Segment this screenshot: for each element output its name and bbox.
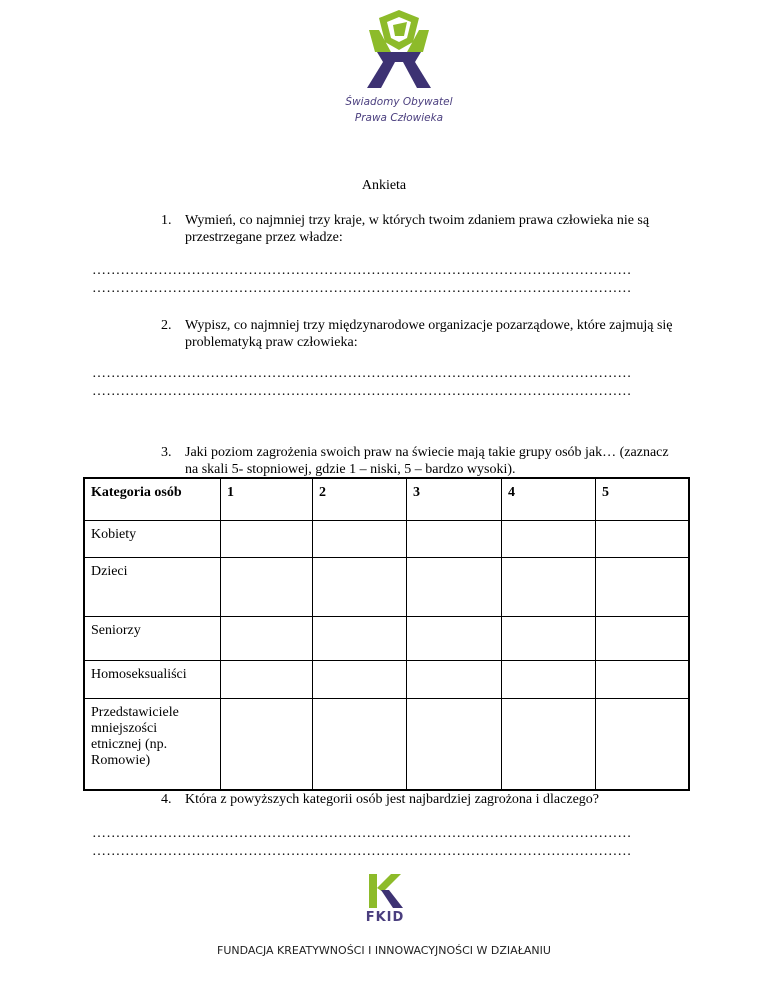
header-cell: 2 [313, 478, 407, 520]
rating-cell[interactable] [221, 698, 313, 790]
table-row [84, 616, 689, 660]
category-cell: Kobiety [84, 520, 221, 557]
rating-cell[interactable] [313, 557, 407, 616]
rating-cell[interactable] [596, 660, 690, 698]
answer-line[interactable]: …………………………………………………………………………………………………… [92, 366, 632, 381]
rating-cell[interactable] [407, 520, 502, 557]
question-text: Która z powyższych kategorii osób jest najbardziej zagrożona i dlaczego? [185, 792, 599, 807]
page-title: Ankieta [361, 178, 407, 193]
answer-line[interactable]: …………………………………………………………………………………………………… [92, 844, 632, 859]
question-1 [0, 212, 768, 252]
rating-table [83, 477, 690, 791]
logo-name-line1: Świadomy Obywatel [345, 96, 453, 108]
answer-line[interactable]: …………………………………………………………………………………………………… [92, 826, 632, 841]
rating-cell[interactable] [407, 616, 502, 660]
answer-line[interactable]: …………………………………………………………………………………………………… [92, 281, 632, 296]
table-row [84, 520, 689, 557]
rating-cell[interactable] [221, 616, 313, 660]
logo-name-line2: Prawa Człowieka [354, 112, 444, 124]
rating-cell[interactable] [596, 557, 690, 616]
question-number: 2. [161, 318, 172, 333]
category-cell: Dzieci [84, 557, 221, 616]
table-row [84, 660, 689, 698]
header-cell: 1 [221, 478, 313, 520]
rating-cell[interactable] [407, 660, 502, 698]
rating-cell[interactable] [407, 557, 502, 616]
rating-cell[interactable] [407, 698, 502, 790]
header-cell: 4 [502, 478, 596, 520]
question-2 [0, 317, 768, 357]
answer-line[interactable]: …………………………………………………………………………………………………… [92, 263, 632, 278]
question-text: Wymień, co najmniej trzy kraje, w których twoim zdaniem prawa człowieka nie są przestrzegane przez władze: [185, 213, 650, 245]
fkid-brand: FKID [365, 910, 405, 925]
category-cell: Homoseksualiści [84, 660, 221, 698]
rating-cell[interactable] [502, 660, 596, 698]
category-cell: Seniorzy [84, 616, 221, 660]
table-header-row [84, 478, 689, 520]
footer-org-name: FUNDACJA KREATYWNOŚCI I INNOWACYJNOŚCI W DZIAŁANIU [217, 944, 551, 957]
rating-cell[interactable] [502, 616, 596, 660]
rating-cell[interactable] [502, 698, 596, 790]
answer-line[interactable]: …………………………………………………………………………………………………… [92, 384, 632, 399]
header-cell: 3 [407, 478, 502, 520]
rating-cell[interactable] [313, 660, 407, 698]
question-text: Wypisz, co najmniej trzy międzynarodowe organizacje pozarządowe, które zajmują się problematyką praw człowieka: [185, 318, 673, 350]
question-number: 4. [161, 792, 172, 807]
rating-cell[interactable] [502, 520, 596, 557]
rating-cell[interactable] [596, 616, 690, 660]
question-text: Jaki poziom zagrożenia swoich praw na świecie mają takie grupy osób jak… (zaznacz na skali 5- stopniowej, gdzie 1 – niski, 5 – bardzo wysoki). [185, 445, 669, 477]
header-cell: 5 [596, 478, 690, 520]
header-cell: Kategoria osób [84, 478, 221, 520]
rating-cell[interactable] [596, 520, 690, 557]
rating-cell[interactable] [313, 520, 407, 557]
rating-cell[interactable] [313, 616, 407, 660]
table-row [84, 698, 689, 790]
question-3 [0, 444, 768, 478]
question-number: 3. [161, 445, 172, 460]
question-number: 1. [161, 213, 172, 228]
rating-cell[interactable] [313, 698, 407, 790]
rating-cell[interactable] [221, 660, 313, 698]
table-row [84, 557, 689, 616]
category-cell: Przedstawiciele mniejszości etnicznej (np. Romowie) [84, 698, 221, 790]
rating-cell[interactable] [596, 698, 690, 790]
rating-cell[interactable] [502, 557, 596, 616]
rating-cell[interactable] [221, 520, 313, 557]
rating-cell[interactable] [221, 557, 313, 616]
question-4 [0, 791, 768, 811]
